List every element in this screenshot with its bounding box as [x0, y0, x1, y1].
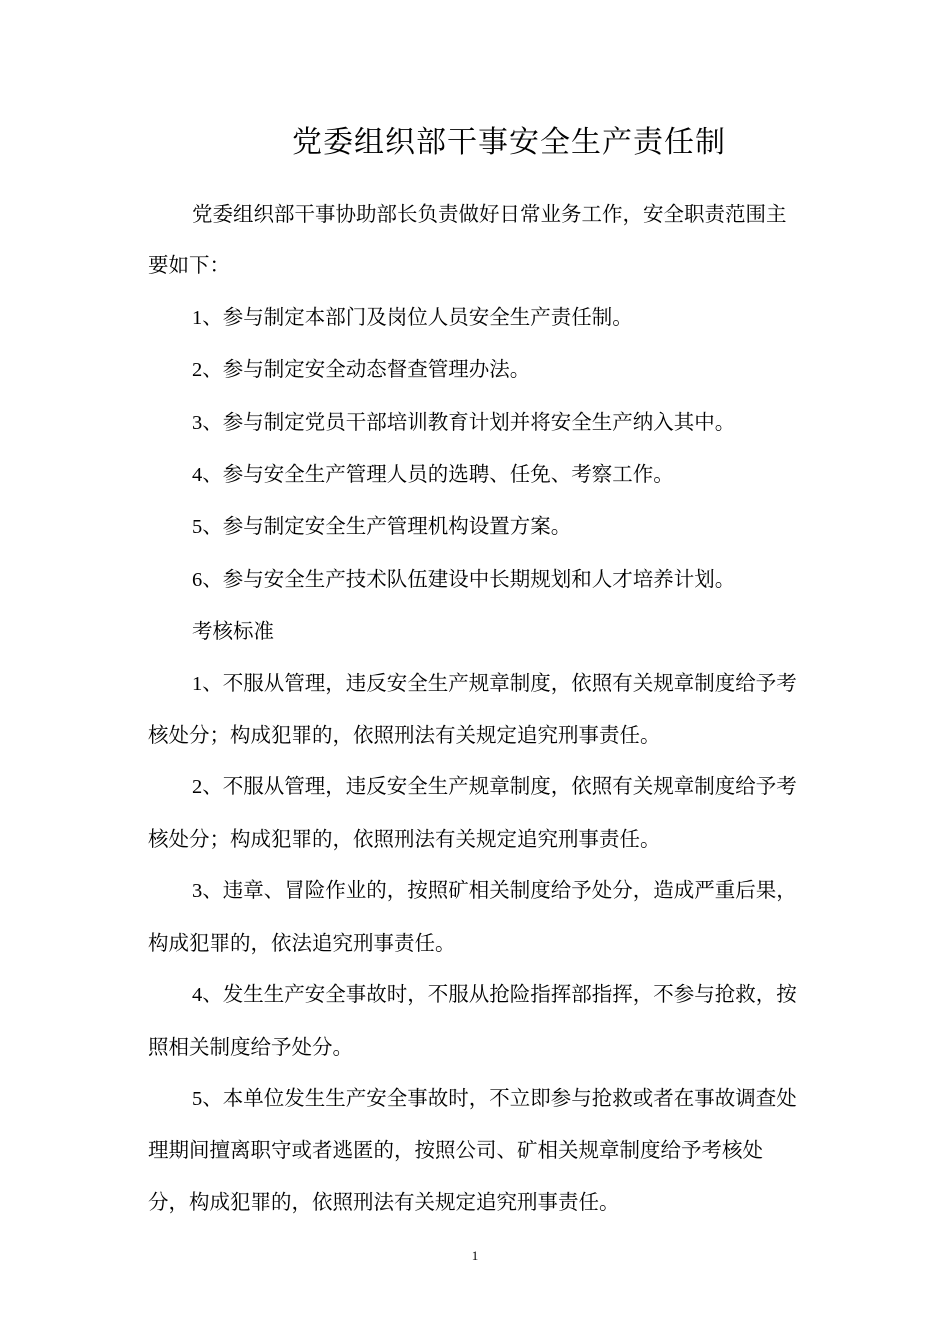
duty-number: 3	[192, 411, 203, 434]
document-body	[148, 189, 798, 1228]
assessment-text: 、不服从管理，违反安全生产规章制度，依照有关规章制度给予考核处分；构成犯罪的，依照刑法有关规定追究刑事责任。	[148, 774, 797, 851]
duty-text: 、参与制定安全生产管理机构设置方案。	[202, 514, 572, 539]
assessment-item	[148, 658, 798, 762]
assessment-number: 4	[192, 984, 203, 1007]
duty-text: 、参与制定党员干部培训教育计划并将安全生产纳入其中。	[202, 409, 736, 434]
assessment-text: 、发生生产安全事故时，不服从抢险指挥部指挥，不参与抢救，按照相关制度给予处分。	[148, 982, 797, 1059]
assessment-heading: 考核标准	[192, 619, 274, 644]
assessment-number: 3	[192, 880, 203, 903]
duty-number: 5	[192, 516, 203, 539]
assessment-text: 、违章、冒险作业的，按照矿相关制度给予处分，造成严重后果，构成犯罪的，依法追究刑事责任。	[148, 878, 797, 955]
duty-text: 、参与安全生产管理人员的选聘、任免、考察工作。	[202, 462, 674, 487]
duty-item	[148, 501, 798, 553]
assessment-number: 2	[192, 776, 203, 799]
assessment-item	[148, 969, 798, 1073]
duty-item	[148, 292, 798, 344]
intro-paragraph: 党委组织部干事协助部长负责做好日常业务工作，安全职责范围主要如下：	[148, 202, 787, 278]
duty-number: 1	[192, 306, 203, 329]
duty-item	[148, 397, 798, 449]
duty-item	[148, 449, 798, 501]
duty-item	[148, 344, 798, 396]
duty-text: 、参与制定本部门及岗位人员安全生产责任制。	[202, 304, 633, 329]
assessment-text: 、本单位发生生产安全事故时，不立即参与抢救或者在事故调查处理期间擅离职守或者逃匿的，按照公司、矿相关规章制度给予考核处分，构成犯罪的，依照刑法有关规定追究刑事责任。	[148, 1085, 797, 1214]
duty-text: 、参与安全生产技术队伍建设中长期规划和人才培养计划。	[202, 566, 736, 591]
assessment-item	[148, 761, 798, 865]
page-number: 1	[471, 1248, 479, 1263]
assessment-number: 1	[192, 672, 203, 695]
document-title: 党委组织部干事安全生产责任制	[292, 125, 726, 160]
assessment-text: 、不服从管理，违反安全生产规章制度，依照有关规章制度给予考核处分；构成犯罪的，依照刑法有关规定追究刑事责任。	[148, 670, 797, 748]
duty-number: 4	[192, 464, 203, 487]
assessment-item	[148, 1073, 798, 1228]
duty-item	[148, 554, 798, 606]
assessment-item	[148, 865, 798, 969]
duty-number: 2	[192, 359, 203, 382]
duty-text: 、参与制定安全动态督查管理办法。	[202, 357, 531, 382]
assessment-number: 5	[192, 1087, 203, 1110]
duty-number: 6	[192, 568, 203, 591]
